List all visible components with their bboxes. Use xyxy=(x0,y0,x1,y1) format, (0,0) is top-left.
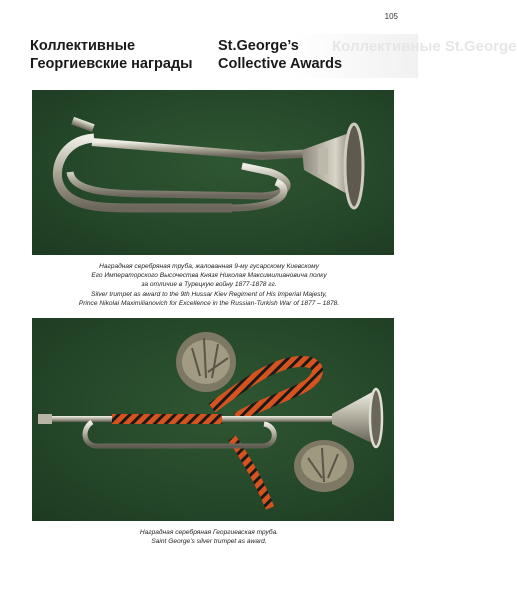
caption-line: Prince Nikolai Maximilianovich for Excellence in the Russian-Turkish War of 1877 – 1878. xyxy=(78,299,340,307)
tassel-lower xyxy=(294,440,354,492)
bugle-tube xyxy=(92,142,332,156)
engraved-band xyxy=(318,148,328,174)
title-english-line: St.George’s xyxy=(218,38,299,54)
photo-silver-bugle xyxy=(32,90,394,255)
page-number: 105 xyxy=(384,12,398,21)
trumpet-tube xyxy=(85,422,274,446)
title-russian-line: Коллективные xyxy=(30,38,136,54)
caption-line: Наградная серебряная труба, жалованная 9-му гусарскому Киевскому xyxy=(99,263,319,270)
caption-figure-2 xyxy=(20,528,398,546)
title-english-line: Collective Awards xyxy=(218,56,343,72)
caption-line: Наградная серебряная Георгиевская труба. xyxy=(139,529,279,536)
caption-figure-1 xyxy=(20,262,398,308)
trumpet-bell-rim xyxy=(370,389,382,447)
bugle-tube xyxy=(70,166,287,196)
caption-line: Saint George’s silver trumpet as award. xyxy=(151,538,267,546)
wrapped-cord xyxy=(112,414,222,424)
photo-st-george-trumpet xyxy=(32,318,394,521)
caption-line: Silver trumpet as award to the 9th Hussar Kiev Regiment of His Imperial Majesty, xyxy=(91,290,327,298)
caption-line: за отличие в Турецкую войну 1877-1878 гг. xyxy=(141,281,277,289)
title-russian-line: Георгиевские награды xyxy=(30,56,193,72)
title-russian xyxy=(30,37,193,73)
ghost-title: Коллективные St.George xyxy=(332,38,517,55)
mouthpiece xyxy=(71,117,94,132)
mouthpiece xyxy=(38,414,52,424)
bugle-bell-rim xyxy=(345,124,363,208)
caption-line: Его Императорского Высочества Князя Николая Максимилиановича полку xyxy=(91,272,327,280)
title-english xyxy=(218,37,342,73)
tassel-upper xyxy=(176,332,236,392)
